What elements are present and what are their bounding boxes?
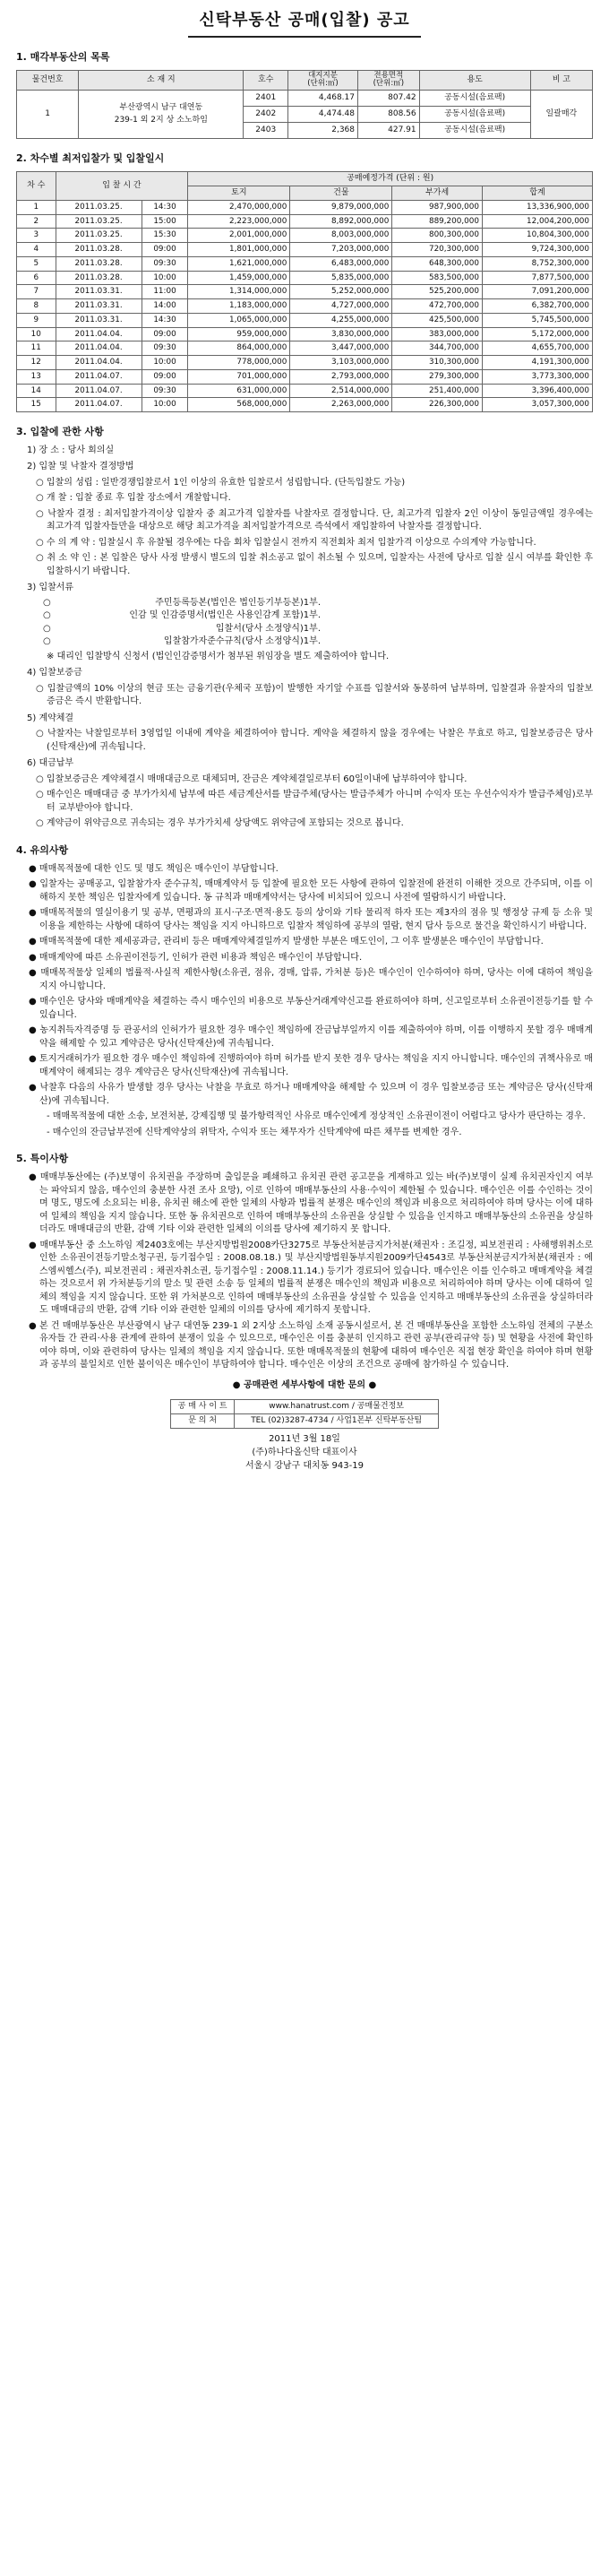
usage: 공동시설(음료팩) [419, 122, 530, 138]
bullet-icon: - [47, 1111, 53, 1122]
bullet-icon: ○ [36, 508, 48, 519]
vat-amount: 226,300,000 [392, 398, 483, 412]
building-price: 4,727,000,000 [290, 299, 392, 314]
list-item-text: 개 찰 : 입찰 종료 후 입찰 장소에서 개찰합니다. [46, 493, 231, 504]
total-price: 5,745,500,000 [482, 313, 592, 327]
usage: 공동시설(음료팩) [419, 106, 530, 122]
contact-table [170, 1399, 439, 1429]
doc-qty: 1부. [303, 623, 321, 634]
building-price: 3,830,000,000 [290, 327, 392, 341]
bid-date: 2011.03.31. [56, 313, 142, 327]
bid-time: 09:00 [142, 369, 188, 384]
building-price: 2,793,000,000 [290, 369, 392, 384]
round-number: 15 [17, 398, 56, 412]
bullet-icon: ○ [36, 477, 47, 488]
bullet-icon: ○ [43, 623, 51, 634]
list-item [36, 774, 593, 787]
bid-time: 15:00 [142, 214, 188, 229]
list-item [36, 817, 593, 831]
col-header: 합계 [482, 186, 592, 200]
table-row [17, 214, 593, 229]
bid-date: 2011.03.25. [56, 229, 142, 243]
list-item [29, 996, 593, 1022]
company-name: (주)하나다올신탁 대표이사 [252, 1448, 357, 1458]
list-item [29, 1320, 593, 1372]
table-row [17, 356, 593, 370]
list-item-text: 입찰의 성립 : 일반경쟁입찰로서 1인 이상의 유효한 입찰로서 성립합니다. (단독입찰도 가능) [46, 477, 406, 488]
list-item [29, 907, 593, 933]
bullet-icon: ● [29, 1240, 40, 1250]
round-number: 1 [17, 200, 56, 214]
list-item-text: 낙찰자 결정 : 최저입찰가격이상 입찰자 중 최고가격 입찰자를 낙찰자로 결정합니다. 단, 최고가격 입찰자 2인 이상이 동일금액일 경우에는 최고가격 입찰자들만을 대상으로 해당 최고가격을 최저입찰가격으로 즉석에서 재입찰하여 낙찰자를 결정합니다. [47, 508, 594, 532]
unit-number: 2402 [244, 106, 288, 122]
vat-amount: 472,700,000 [392, 299, 483, 314]
round-number: 4 [17, 243, 56, 257]
vat-amount: 800,300,000 [392, 229, 483, 243]
payment-title: 6) 대금납부 [27, 758, 74, 769]
land-price: 568,000,000 [188, 398, 290, 412]
bullet-icon: ● [29, 1025, 40, 1036]
total-price: 7,091,200,000 [482, 285, 592, 299]
docs-list [43, 597, 593, 649]
col-header: 공매예정가격 (단위 : 원) [188, 171, 593, 186]
land-price: 2,223,000,000 [188, 214, 290, 229]
list-item [36, 683, 593, 709]
bullet-icon: ○ [36, 790, 47, 800]
building-price: 3,103,000,000 [290, 356, 392, 370]
docs-note: ※ 대리인 입찰방식 신청서 (법인인감증명서가 첨부된 위임장을 별도 제출하여야 합니다. [47, 651, 390, 661]
doc-qty: 1부. [303, 636, 321, 647]
land-price: 2,001,000,000 [188, 229, 290, 243]
bullet-icon: ○ [43, 610, 51, 621]
total-price: 4,191,300,000 [482, 356, 592, 370]
list-item [36, 537, 593, 550]
contact-label: 문 의 처 [171, 1414, 235, 1429]
docs-title: 3) 입찰서류 [27, 583, 74, 593]
company-address: 서울시 강남구 대치동 943-19 [245, 1461, 364, 1472]
list-item-text: 매매목적물에 대한 소송, 보전처분, 강제집행 및 불가항력적인 사유로 매수인에게 정상적인 소유권이전이 어렵다고 당사가 판단하는 경우. [52, 1111, 586, 1122]
bid-date: 2011.04.07. [56, 398, 142, 412]
list-item-text: 매수인은 당사와 매매계약을 체결하는 즉시 매수인의 비용으로 부동산거래계약신고를 완료하여야 하며, 신고일로부터 소유권이전등기를 할 수 있습니다. [39, 997, 593, 1020]
col-header: 토지 [188, 186, 290, 200]
round-number: 9 [17, 313, 56, 327]
doc-name: 주민등록등본(법인은 법인등기부등본) [155, 597, 304, 608]
bullet-icon: ○ [36, 774, 47, 784]
list-item [47, 1111, 593, 1124]
building-price: 2,514,000,000 [290, 384, 392, 398]
list-item [29, 952, 593, 965]
vat-amount: 251,400,000 [392, 384, 483, 398]
bullet-icon: ● [29, 937, 39, 947]
bullet-icon: ● [29, 1320, 39, 1331]
bid-time: 09:00 [142, 327, 188, 341]
total-price: 12,004,200,000 [482, 214, 592, 229]
table-row [17, 384, 593, 398]
land-price: 1,183,000,000 [188, 299, 290, 314]
announcement-date: 2011년 3월 18일 [269, 1434, 340, 1445]
bullet-icon: ○ [36, 683, 47, 694]
building-price: 5,252,000,000 [290, 285, 392, 299]
table-row [17, 271, 593, 285]
list-item-text: 매수인은 매매대금 중 부가가치세 납부에 따른 세금계산서를 발급주체(당사는 발급주체가 아니며 수익자 또는 우선수익자가 발급주체임)로부터 교부받아야 합니다. [47, 790, 594, 813]
bullet-icon: ● [29, 997, 40, 1007]
vat-amount: 720,300,000 [392, 243, 483, 257]
table-row [17, 398, 593, 412]
bid-date: 2011.03.28. [56, 243, 142, 257]
bid-date: 2011.04.04. [56, 327, 142, 341]
land-price: 1,314,000,000 [188, 285, 290, 299]
table-row [17, 90, 593, 106]
bullet-icon: ● [29, 863, 39, 874]
list-item-text: 매매목적물상 일체의 법률적·사실적 제한사항(소유권, 점유, 경매, 압류, 가처분 등)은 매수인이 인수하여야 하며, 당사는 이에 대하여 책임을 지지 아니합니다. [39, 968, 593, 991]
section-2-heading: 2. 차수별 최저입찰가 및 입찰일시 [16, 151, 165, 164]
round-number: 5 [17, 256, 56, 271]
col-header: 입 찰 시 간 [56, 171, 188, 200]
vat-amount: 279,300,000 [392, 369, 483, 384]
bid-time: 14:30 [142, 313, 188, 327]
list-item [29, 863, 593, 877]
section-1-heading: 1. 매각부동산의 목록 [16, 51, 110, 64]
bid-date: 2011.03.28. [56, 271, 142, 285]
land-share: 4,468.17 [288, 90, 358, 106]
bullet-icon: ○ [36, 818, 47, 829]
list-item [36, 492, 593, 506]
land-price: 959,000,000 [188, 327, 290, 341]
list-item [43, 623, 321, 636]
unit-number: 2403 [244, 122, 288, 138]
place-line: 1) 장 소 : 당사 회의실 [27, 445, 115, 455]
list-item-text: 매매목적물에 대한 제세공과금, 관리비 등은 매매계약체결일까지 발생한 부분은 매도인이, 그 이후 발생분은 매수인이 부담합니다. [39, 937, 544, 947]
round-number: 10 [17, 327, 56, 341]
bullet-icon: ○ [36, 553, 47, 564]
col-header: 용도 [419, 71, 530, 91]
total-price: 9,724,300,000 [482, 243, 592, 257]
round-number: 13 [17, 369, 56, 384]
bid-time: 09:30 [142, 341, 188, 356]
inquiry-caption: ● 공매관련 세부사항에 대한 문의 ● [232, 1379, 377, 1390]
vat-amount: 383,000,000 [392, 327, 483, 341]
land-price: 1,065,000,000 [188, 313, 290, 327]
vat-amount: 987,900,000 [392, 200, 483, 214]
land-price: 701,000,000 [188, 369, 290, 384]
land-price: 631,000,000 [188, 384, 290, 398]
list-item [36, 728, 593, 754]
col-header: 전용면적 (단위:㎡) [358, 71, 420, 91]
method-title: 2) 입찰 및 낙찰자 결정방법 [27, 462, 134, 472]
total-price: 13,336,900,000 [482, 200, 592, 214]
vat-amount: 889,200,000 [392, 214, 483, 229]
vat-amount: 425,500,000 [392, 313, 483, 327]
table-row [17, 341, 593, 356]
section-3-heading: 3. 입찰에 관한 사항 [16, 426, 104, 437]
item-number: 1 [17, 90, 79, 138]
bid-time: 11:00 [142, 285, 188, 299]
bid-date: 2011.03.31. [56, 285, 142, 299]
list-item [36, 789, 593, 815]
contract-title: 5) 계약체결 [27, 713, 74, 723]
col-header: 비 고 [530, 71, 592, 91]
list-item-text: 매매목적물에 대한 인도 및 명도 책임은 매수인이 부담합니다. [39, 863, 279, 874]
contact-row [171, 1414, 439, 1429]
round-number: 14 [17, 384, 56, 398]
list-item-text: 입찰금액의 10% 이상의 현금 또는 금융기관(우체국 포함)이 발행한 자기앞 수표를 입찰서와 동봉하여 납부하며, 입찰결과 유찰자의 입찰보증금은 즉시 반환합니다. [47, 683, 593, 707]
total-price: 3,396,400,000 [482, 384, 592, 398]
round-number: 3 [17, 229, 56, 243]
unit-number: 2401 [244, 90, 288, 106]
doc-name: 인감 및 인감증명서(법인은 사용인감계 포함) [129, 610, 304, 621]
list-item [29, 967, 593, 993]
list-item [29, 1240, 593, 1318]
doc-name: 입찰서(당사 소정양식) [215, 623, 304, 634]
land-price: 778,000,000 [188, 356, 290, 370]
land-price: 864,000,000 [188, 341, 290, 356]
exclusive-area: 427.91 [358, 122, 420, 138]
bullet-icon: ● [29, 1172, 40, 1183]
total-price: 8,752,300,000 [482, 256, 592, 271]
land-share: 4,474.48 [288, 106, 358, 122]
bullet-icon: ● [29, 968, 41, 979]
bid-date: 2011.04.07. [56, 369, 142, 384]
round-number: 7 [17, 285, 56, 299]
land-share: 2,368 [288, 122, 358, 138]
list-item-text: 매매부동산 중 소노하임 제2403호에는 부산지방법원2008카단3275로 부동산처분금지가처분(채권자 : 조길정, 피보전권리 : 사해행위취소로 인한 소유권이전등기말소청구권, 등기접수일 : 2008.08.18.) 및 부산지방법원동부지원2009카단4543로 부동산처분금지가처분(채권자 : 에스엠씨헬스(주), 피보전권리 : 채권자취소권, 등기접수일 : 2008.11.14.) 등기가 경료되어 있습니다. 매수인은 이를 인수하고 매매계약을 체결하는 것으로서 위 가처분등기의 말소 및 관련 소송 등 일체의 법률적 분쟁은 매수인의 책임과 비용으로 처리하여야 하며 당사는 이에 대하여 일체의 책임을 지지 않습니다. 또한 위 가처분으로 인하여 매매부동산의 소유권을 상실할 수 있음을 인지하고 매매부동산의 소유권을 상실하더라도 매매대금의 반환, 감액 기타 이와 관련한 일체의 이의를 당사에 제기하지 못합니다. [39, 1240, 593, 1316]
list-item-text: 토지거래허가가 필요한 경우 매수인 책임하에 진행하여야 하며 허가를 받지 못한 경우 당사는 책임을 지지 아니합니다. 매수인의 귀책사유로 매매계약이 해제되는 경우 계약금은 당사(신탁재산)에 귀속됩니다. [39, 1054, 593, 1077]
bid-date: 2011.04.04. [56, 356, 142, 370]
doc-qty: 1부. [303, 597, 321, 608]
list-item-text: 매매목적물의 열실이용기 및 공부, 면평과의 표시·구조·면적·용도 등의 상이와 기타 물리적 하자 또는 제3자의 점유 및 행정상 규제 등 소유 및 이용을 제한하는 사항에 대하여 당사는 책임을 지지 아니하므로 입찰자 책임하에 공부의 열람, 현지 답사 등으로 물건을 확인하시기 바랍니다. [39, 908, 593, 931]
deposit-title: 4) 입찰보증금 [27, 668, 82, 679]
bid-time: 14:30 [142, 200, 188, 214]
bullet-icon: ● [29, 1083, 40, 1094]
list-item [29, 878, 593, 904]
total-price: 4,655,700,000 [482, 341, 592, 356]
list-item-text: 계약금이 위약금으로 귀속되는 경우 부가가치세 상당액도 위약금에 포함되는 것으로 봅니다. [46, 818, 404, 829]
list-item [29, 1053, 593, 1079]
table-row [17, 327, 593, 341]
building-price: 5,835,000,000 [290, 271, 392, 285]
doc-qty: 1부. [303, 610, 321, 621]
round-number: 6 [17, 271, 56, 285]
usage: 공동시설(음료팩) [419, 90, 530, 106]
total-price: 10,804,300,000 [482, 229, 592, 243]
land-price: 1,459,000,000 [188, 271, 290, 285]
bid-date: 2011.03.31. [56, 299, 142, 314]
contact-row [171, 1400, 439, 1414]
table-row [17, 313, 593, 327]
col-header: 건물 [290, 186, 392, 200]
bid-date: 2011.03.25. [56, 214, 142, 229]
exclusive-area: 807.42 [358, 90, 420, 106]
building-price: 6,483,000,000 [290, 256, 392, 271]
vat-amount: 310,300,000 [392, 356, 483, 370]
bid-time: 15:30 [142, 229, 188, 243]
bid-date: 2011.03.25. [56, 200, 142, 214]
land-price: 2,470,000,000 [188, 200, 290, 214]
table-row [17, 229, 593, 243]
bid-time: 10:00 [142, 398, 188, 412]
bid-time: 09:30 [142, 256, 188, 271]
contact-label: 공 매 사 이 트 [171, 1400, 235, 1414]
total-price: 7,877,500,000 [482, 271, 592, 285]
list-item [36, 508, 593, 534]
building-price: 4,255,000,000 [290, 313, 392, 327]
col-header: 대지지분 (단위:㎡) [288, 71, 358, 91]
bullet-icon: ● [29, 1054, 39, 1065]
list-item [29, 1024, 593, 1050]
bid-time: 09:30 [142, 384, 188, 398]
bullet-icon: ○ [43, 597, 51, 608]
table-row [17, 243, 593, 257]
round-number: 2 [17, 214, 56, 229]
section-5-heading: 5. 특이사항 [16, 1153, 69, 1165]
round-number: 8 [17, 299, 56, 314]
vat-amount: 525,200,000 [392, 285, 483, 299]
list-item [29, 936, 593, 949]
building-price: 8,892,000,000 [290, 214, 392, 229]
col-header: 호수 [244, 71, 288, 91]
table-row [17, 299, 593, 314]
list-item [43, 609, 321, 623]
total-price: 6,382,700,000 [482, 299, 592, 314]
list-item-text: 낙찰후 다음의 사유가 발생할 경우 당사는 낙찰을 무효로 하거나 매매계약을 해제할 수 있으며 이 경우 입찰보증금 또는 계약금은 당사(신탁재산)에 귀속됩니다. [39, 1083, 593, 1106]
bid-time: 14:00 [142, 299, 188, 314]
building-price: 7,203,000,000 [290, 243, 392, 257]
bullet-icon: ○ [36, 537, 47, 548]
list-item [36, 552, 593, 578]
table-row [17, 200, 593, 214]
col-header: 물건번호 [17, 71, 79, 91]
list-item-text: 입찰자는 공매공고, 입찰참가자 준수규칙, 매매계약서 등 입찰에 필요한 모든 사항에 관하여 입찰전에 완전히 이해한 것으로 간주되며, 이를 이해하지 못한 책임은 입찰자에게 있습니다. 동 규칙과 매매계약서는 당사에 비치되어 있으니 사전에 열람하시기 바랍니다. [39, 879, 594, 903]
list-item-text: 매매계약에 따른 소유권이전등기, 인허가 관련 비용과 책임은 매수인이 부담합니다. [39, 952, 363, 963]
bid-time: 09:00 [142, 243, 188, 257]
bid-time: 10:00 [142, 271, 188, 285]
remark: 일괄매각 [530, 90, 592, 138]
vat-amount: 344,700,000 [392, 341, 483, 356]
list-item [43, 635, 321, 649]
footer [16, 1432, 593, 1473]
building-price: 2,263,000,000 [290, 398, 392, 412]
bid-schedule-table [16, 171, 593, 412]
item-address: 부산광역시 남구 대연동 239-1 외 2지 상 소노하임 [79, 90, 244, 138]
land-price: 1,621,000,000 [188, 256, 290, 271]
bullet-icon: - [47, 1127, 53, 1137]
list-item-text: 매수인의 잔금납부전에 신탁계약상의 위탁자, 수익자 또는 채무자가 신탁계약에 따른 채무를 변제한 경우. [52, 1127, 462, 1137]
bid-time: 10:00 [142, 356, 188, 370]
list-item-text: 본 건 매매부동산은 부산광역시 남구 대연동 239-1 외 2지상 소노하임 소재 공동시설로서, 본 건 매매부동산을 포함한 소노하임 전체의 구분소유자들 간 관리·사용 관계에 관하여 분쟁이 있을 수 있으므로, 매수인은 이를 충분히 인지하고 관련 공부(관리규약 등) 및 현황을 사전에 확인하여야 하며, 이와 관련하여 당사는 일체의 책임을 지지 않습니다. 또한 매매목적물의 현황에 대하여 매수인은 직접 현장 확인을 하여야 하며 현황과 공부의 불일치로 인한 불이익은 매수인이 부담하여야 합니다. 매수인은 이상의 조건으로 공매에 참가하실 수 있습니다. [39, 1320, 593, 1370]
property-list-table [16, 70, 593, 139]
col-header: 부가세 [392, 186, 483, 200]
table-row [17, 256, 593, 271]
contact-phone: TEL (02)3287-4734 / 사업1본부 신탁부동산팀 [235, 1414, 439, 1429]
list-item [43, 597, 321, 610]
page-title: 신탁부동산 공매(입찰) 공고 [188, 9, 421, 38]
list-item-text: 낙찰자는 낙찰일로부터 3영업일 이내에 계약을 체결하여야 합니다. 계약을 체결하지 않을 경우에는 낙찰은 무효로 하고, 입찰보증금은 당사(신탁재산)에 귀속됩니다. [47, 729, 593, 752]
total-price: 3,057,300,000 [482, 398, 592, 412]
announcement-page [16, 0, 593, 1473]
col-header: 차 수 [17, 171, 56, 200]
list-item-text: 매매부동산에는 (주)보명이 유치권을 주장하며 출입문을 폐쇄하고 유치권 관련 공고문을 게재하고 있는 바(주)보명이 실제 유치권자인지 여부는 파악되지 않음, 매수인의 충분한 사전 조사 요망), 이로 인하여 매매부동산의 사용·수익이 제한될 수 있습니다. 매수인은 이를 수인하는 것이며 명도, 명도에 소요되는 비용, 유치권 해소에 관한 일체의 사항과 법률적 분쟁은 매수인의 책임과 비용으로 처리하여야 하며 당사는 이에 대하여 일체의 책임을 지지 않습니다. 또한 동 유치권으로 인하여 매매부동산의 소유권을 상실할 수 있음을 인지하고 매매부동산의 소유권을 상실하더라도 매매대금의 반환, 감액 기타 이와 관련한 일체의 이의를 당사에 제기하지 못 합니다. [39, 1172, 593, 1235]
section-4-heading: 4. 유의사항 [16, 843, 69, 856]
bullet-icon: ● [29, 952, 39, 963]
list-item [29, 1171, 593, 1237]
bullet-icon: ○ [36, 729, 47, 739]
bullet-icon: ● [29, 879, 40, 890]
list-item [47, 1127, 593, 1140]
building-price: 8,003,000,000 [290, 229, 392, 243]
bid-date: 2011.03.28. [56, 256, 142, 271]
vat-amount: 583,500,000 [392, 271, 483, 285]
doc-name: 입찰참가자준수규칙(당사 소정양식) [163, 636, 304, 647]
bullet-icon: ○ [43, 636, 51, 647]
total-price: 5,172,000,000 [482, 327, 592, 341]
bullet-icon: ● [29, 908, 40, 919]
list-item-text: 취 소 약 인 : 본 입찰은 당사 사정 발생시 별도의 입찰 취소공고 없이 취소될 수 있으며, 입찰자는 사전에 당사로 입찰 실시 여부를 확인한 후 입찰하시기 바랍니다. [47, 553, 593, 576]
round-number: 11 [17, 341, 56, 356]
col-header: 소 재 지 [79, 71, 244, 91]
building-price: 9,879,000,000 [290, 200, 392, 214]
land-price: 1,801,000,000 [188, 243, 290, 257]
table-row [17, 369, 593, 384]
bullet-icon: ○ [36, 493, 47, 504]
exclusive-area: 808.56 [358, 106, 420, 122]
round-number: 12 [17, 356, 56, 370]
vat-amount: 648,300,000 [392, 256, 483, 271]
list-item-text: 수 의 계 약 : 입찰실시 후 유찰될 경우에는 다음 회차 입찰실시 전까지 직전회차 최저 입찰가격 이상으로 수의계약 가능합니다. [46, 537, 536, 548]
bid-date: 2011.04.07. [56, 384, 142, 398]
table-row [17, 285, 593, 299]
list-item-text: 입찰보증금은 계약체결시 매매대금으로 대체되며, 잔금은 계약체결일로부터 60일이내에 납부하여야 합니다. [46, 774, 467, 784]
total-price: 3,773,300,000 [482, 369, 592, 384]
auction-site-link[interactable]: www.hanatrust.com / 공매물건정보 [235, 1400, 439, 1414]
list-item [36, 477, 593, 490]
list-item-text: 농지취득자격증명 등 관공서의 인허가가 필요한 경우 매수인 책임하에 잔금납부일까지 이를 제출하여야 하며, 이를 이행하지 못할 경우 매매계약을 해제할 수 있고 계약금은 당사(신탁재산)에 귀속됩니다. [39, 1025, 593, 1049]
list-item [29, 1082, 593, 1108]
building-price: 3,447,000,000 [290, 341, 392, 356]
bid-date: 2011.04.04. [56, 341, 142, 356]
